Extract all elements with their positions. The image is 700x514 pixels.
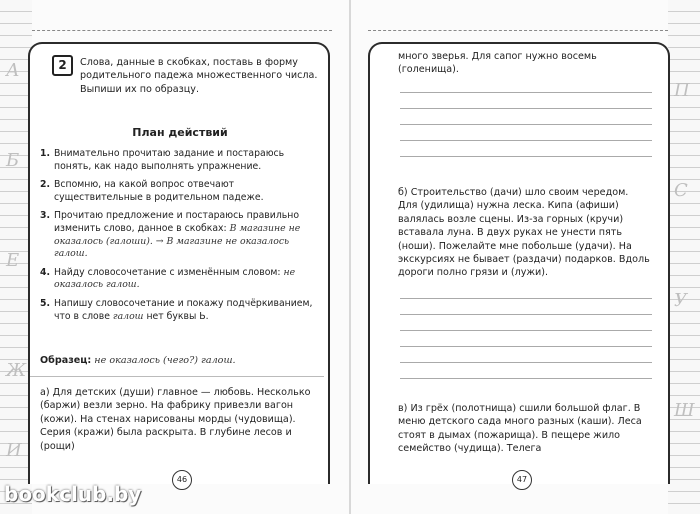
answer-lines-1[interactable]	[400, 92, 652, 172]
book-spine	[349, 0, 351, 514]
step-number: 4.	[40, 266, 51, 278]
right-margin-decoration: П С У Ш	[668, 0, 700, 514]
page-number-right: 47	[512, 470, 532, 490]
step-text: Вспомню, на какой вопрос отвечают существительные в родительном падеже.	[54, 179, 264, 203]
left-divider	[30, 376, 324, 377]
step-text: Внимательно прочитаю задание и постараюсь понять, как надо выполнять упражнение.	[54, 148, 285, 172]
exercise-c: в) Из грёх (полотнища) сшили большой флаг. В меню детского сада много разных (каши). Леса стоят в дымах (пожарища). В пещере жило семейство (чудища). Телега	[398, 403, 642, 455]
watermark-logo: bookclub.by	[4, 482, 142, 506]
plan-step	[40, 298, 320, 323]
task-number-badge: 2	[52, 55, 73, 76]
step-text: Напишу словосочетание и покажу подчёркиванием, что в слове	[54, 297, 313, 322]
answer-lines-2[interactable]	[400, 298, 652, 394]
step-text: Найду словосочетание с изменённым словом:	[54, 266, 281, 278]
plan-steps	[40, 148, 320, 329]
step-text: Прочитаю предложение и постараюсь правильно изменить слово, данное в скобках:	[54, 210, 300, 234]
sample-handwritten: не оказалось (чего?) галош.	[94, 355, 236, 366]
sample-line	[40, 354, 320, 367]
step-number: 2.	[40, 179, 51, 191]
continued-text: много зверья. Для сапог нужно восемь (голенища).	[398, 51, 597, 76]
page-number-left: 46	[172, 470, 192, 490]
handwritten-example: В магазине не оказалось (галоши). → В магазине не оказалось галош.	[54, 222, 301, 260]
step-number: 3.	[40, 210, 51, 222]
step-number: 1.	[40, 148, 51, 159]
left-margin-decoration: А Б Е Ж И	[0, 0, 32, 514]
step-number: 5.	[40, 297, 51, 309]
exercise-b: б) Строительство (дачи) шло своим чередом. Для (удилища) нужна леска. Кипа (афиши) валялась возле сцены. Из-за горных (кручи) вставала луна. В двух руках не унести пять (ноши). Пожелайте мне побольше (удачи). На экскурсиях не бывает (раздачи) подарков. Вдоль дороги полно грязи и (лужи).	[398, 187, 650, 279]
plan-step	[40, 210, 320, 260]
plan-step	[40, 267, 320, 292]
handwritten-example: не оказалось галош.	[54, 266, 296, 291]
plan-step	[40, 148, 320, 173]
task-instruction: Слова, данные в скобках, поставь в форму родительного падежа множественного числа. Выпиши их по образцу.	[80, 57, 318, 95]
sample-label: Образец:	[40, 355, 92, 366]
exercise-a: а) Для детских (души) главное — любовь. Несколько (баржи) везли зерно. На фабрику привезли вагон (кожи). На стенах нарисованы морды (чудовища). Серия (кражи) была раскрыта. В глубине лесов и (рощи)	[40, 387, 311, 452]
plan-step	[40, 179, 320, 204]
plan-heading: План действий	[132, 126, 228, 139]
handwritten-example: галош	[112, 310, 144, 322]
step-text: нет буквы Ь.	[146, 310, 209, 322]
